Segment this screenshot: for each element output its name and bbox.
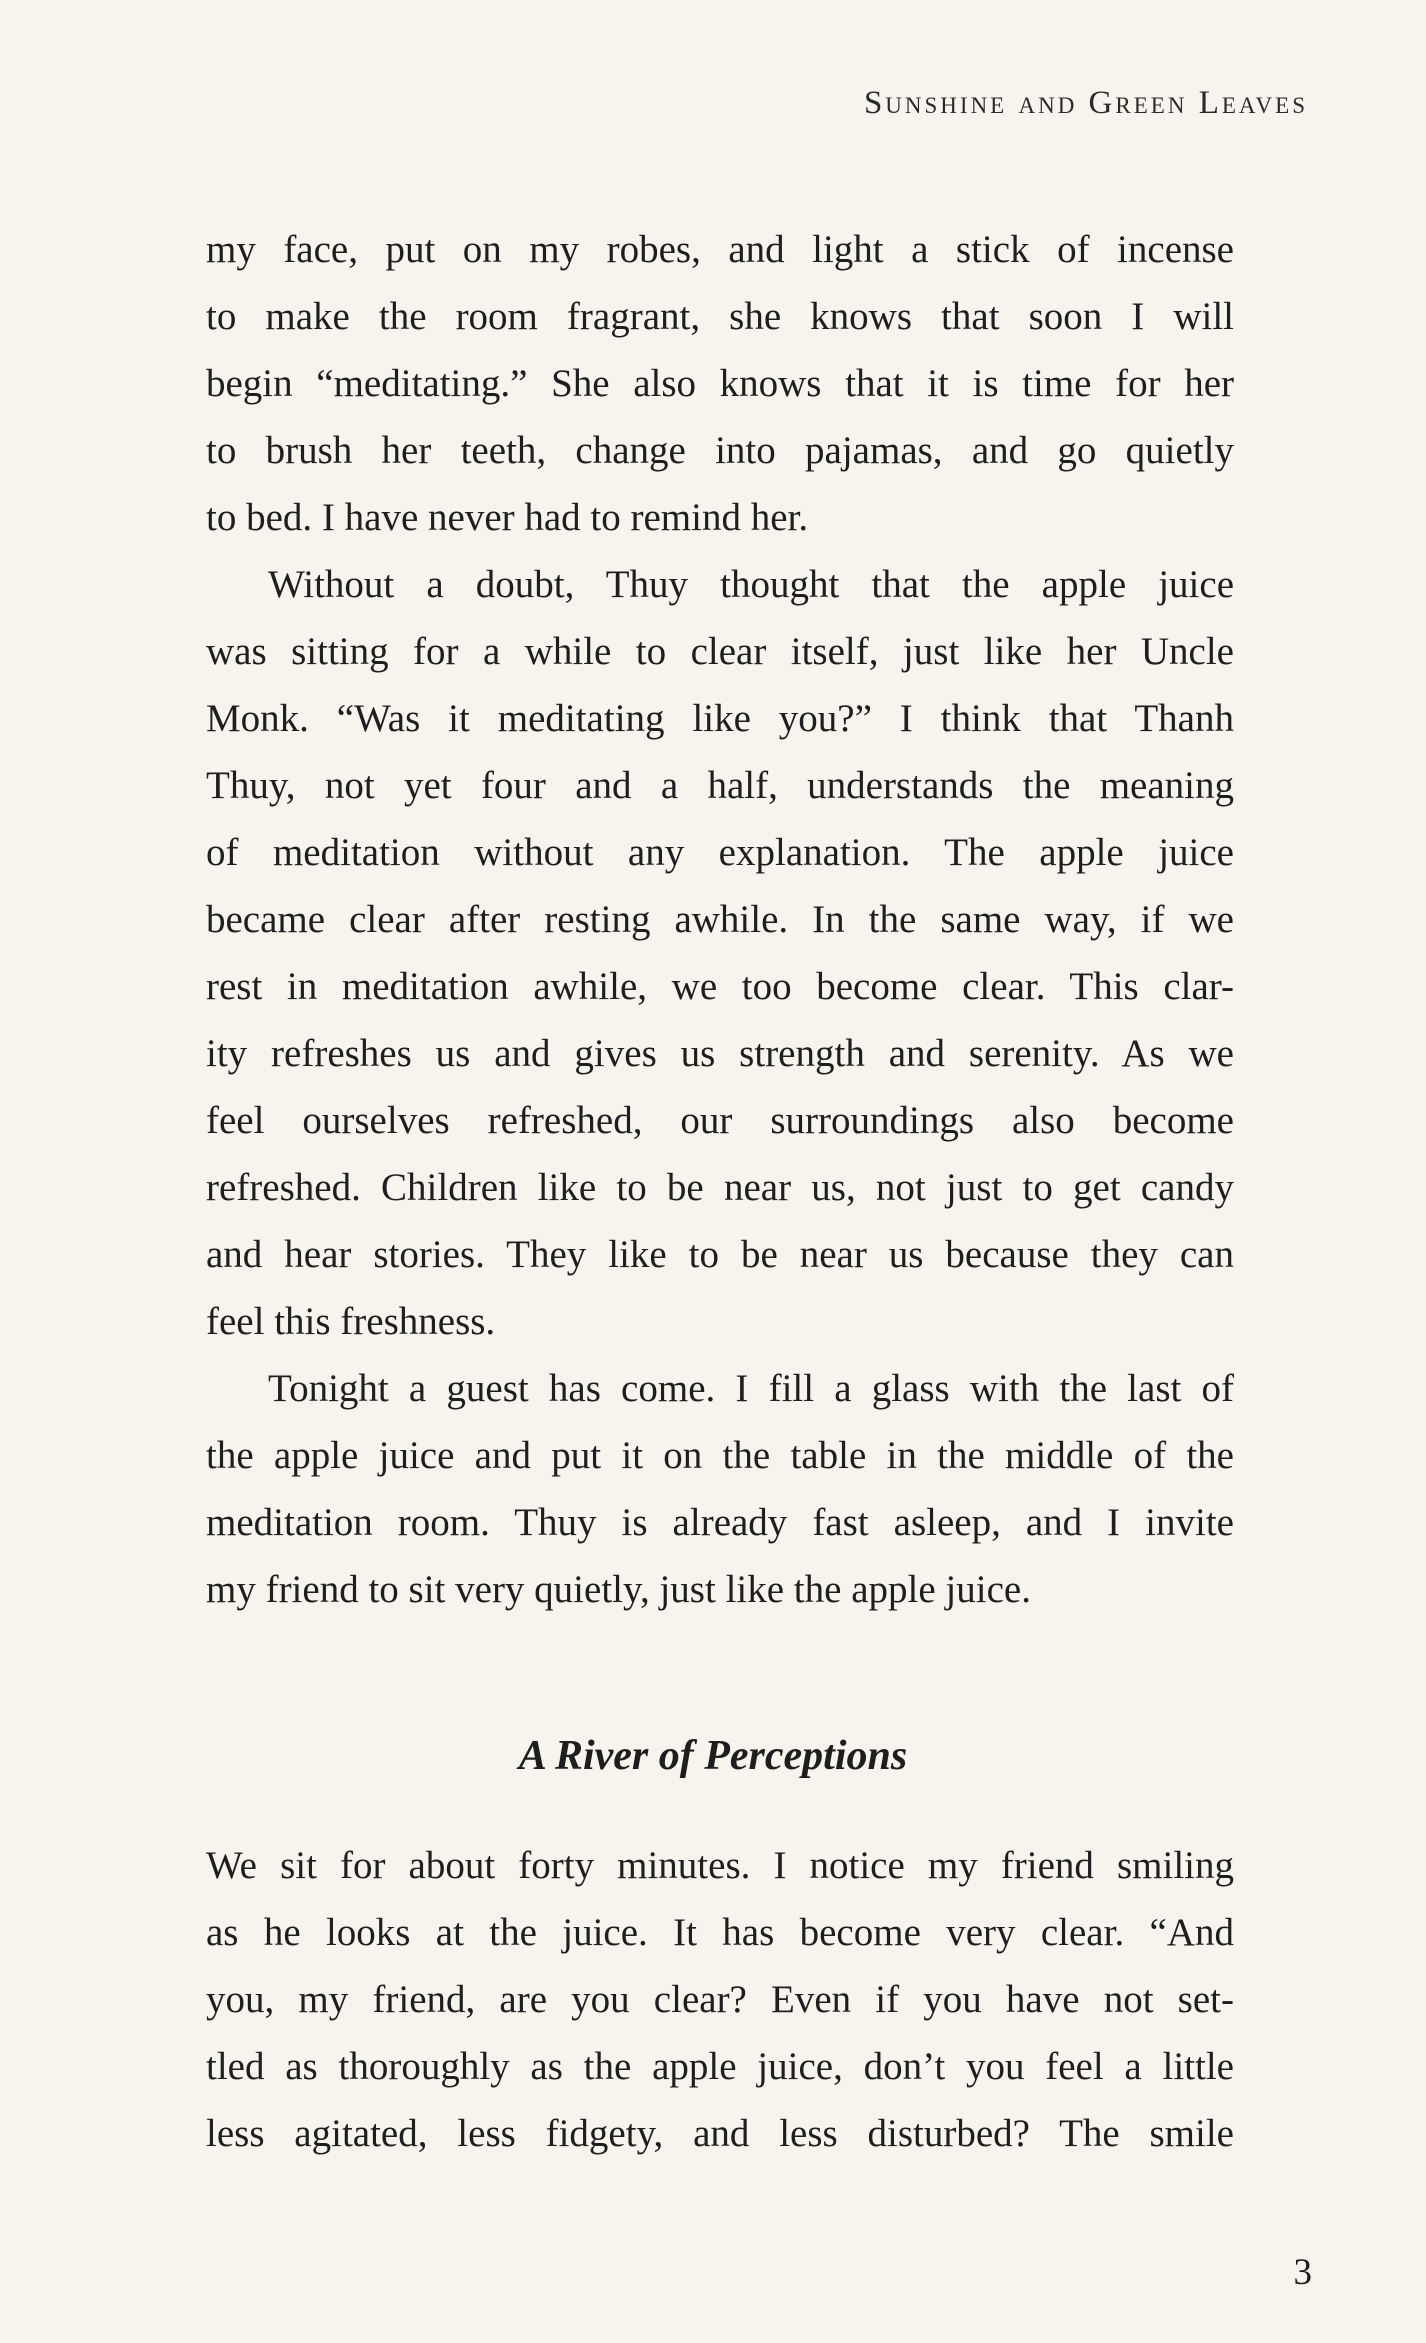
text-line: Without a doubt, Thuy thought that the apple juice [268, 563, 1234, 606]
text-line: of meditation without any explanation. The apple juice [206, 831, 1234, 874]
text-line: my friend to sit very quietly, just like the apple juice. [206, 1568, 1031, 1611]
text-line: refreshed. Children like to be near us, not just to get candy [206, 1166, 1234, 1209]
page-number: 3 [1293, 2252, 1312, 2293]
section-heading: A River of Perceptions [518, 1733, 908, 1779]
text-line: as he looks at the juice. It has become very clear. “And [206, 1911, 1234, 1954]
text-line: less agitated, less fidgety, and less disturbed? The smile [206, 2112, 1234, 2155]
text-line: my face, put on my robes, and light a stick of incense [206, 228, 1234, 271]
text-line: tled as thoroughly as the apple juice, don’t you feel a little [206, 2045, 1234, 2088]
text-line: Tonight a guest has come. I fill a glass with the last of [268, 1367, 1234, 1410]
text-line: Thuy, not yet four and a half, understands the meaning [206, 764, 1234, 807]
text-line: We sit for about forty minutes. I notice my friend smiling [206, 1844, 1234, 1887]
text-line: feel this freshness. [206, 1300, 496, 1343]
text-line: to make the room fragrant, she knows that soon I will [206, 295, 1234, 338]
text-line: rest in meditation awhile, we too become clear. This clar- [206, 965, 1234, 1008]
text-line: became clear after resting awhile. In the same way, if we [206, 898, 1234, 941]
text-line: you, my friend, are you clear? Even if you have not set- [206, 1978, 1234, 2021]
text-line: feel ourselves refreshed, our surroundings also become [206, 1099, 1234, 1142]
text-line: Monk. “Was it meditating like you?” I think that Thanh [206, 697, 1234, 740]
text-line: begin “meditating.” She also knows that it is time for her [206, 362, 1234, 405]
text-line: the apple juice and put it on the table in the middle of the [206, 1434, 1234, 1477]
text-line: was sitting for a while to clear itself, just like her Uncle [206, 630, 1234, 673]
text-line: to brush her teeth, change into pajamas, and go quietly [206, 429, 1234, 472]
text-line: and hear stories. They like to be near us because they can [206, 1233, 1234, 1276]
text-line: meditation room. Thuy is already fast asleep, and I invite [206, 1501, 1234, 1544]
text-line: to bed. I have never had to remind her. [206, 496, 809, 539]
text-line: ity refreshes us and gives us strength and serenity. As we [206, 1032, 1234, 1075]
running-head: Sunshine and Green Leaves [863, 85, 1308, 121]
